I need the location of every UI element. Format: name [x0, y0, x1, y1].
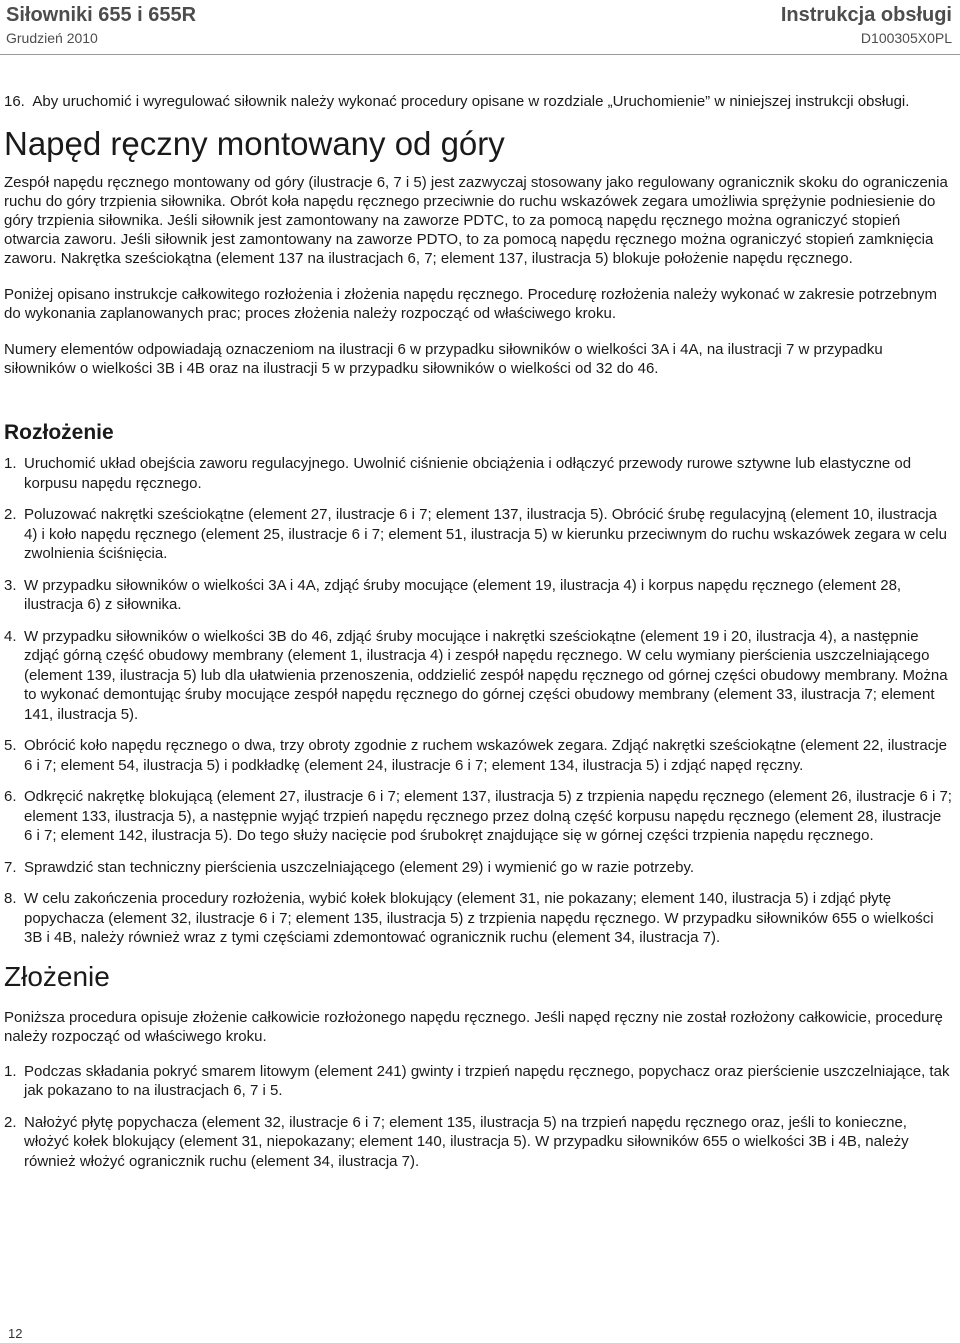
step-number: 6. — [4, 788, 17, 805]
document-body — [4, 92, 952, 1183]
step-number: 2. — [4, 1113, 17, 1131]
disassembly-step — [4, 505, 952, 564]
assembly-intro: Poniższa procedura opisuje złożenie całkowicie rozłożonego napędu ręcznego. Jeśli napęd ręczny nie został rozłożony całkowicie, procedurę należy rozpocząć od właściwego kroku. — [4, 1008, 943, 1045]
step-number: 3. — [4, 576, 17, 594]
disassembly-step — [4, 736, 952, 775]
step-number: 5. — [4, 737, 17, 754]
disassembly-step — [4, 787, 952, 846]
step-number: 4. — [4, 627, 17, 645]
step-text: Odkręcić nakrętkę blokującą (element 27, ilustracje 6 i 7; element 137, ilustracja 5) z trzpienia napędu ręcznego (element 26, ilustracje 6 i 7; element 133, ilustracja 5), a następnie wyjąć trzpień napędu ręcznego przez dolną część korpusu napędu ręcznego (element 28, ilustracje 6 i 7; element 142, ilustracja 5). Do tego służy nacięcie pod śrubokręt znajdujące się w górnej części trzpienia napędu ręcznego. — [24, 788, 952, 844]
document-type: Instrukcja obsługi — [780, 4, 952, 26]
step-number: 2. — [4, 506, 17, 523]
step-number: 1. — [4, 1062, 17, 1080]
assembly-steps — [4, 1062, 952, 1172]
section-paragraph: Numery elementów odpowiadają oznaczeniom na ilustracji 6 w przypadku siłowników o wielkości 3A i 4A, na ilustracji 7 w przypadku siłowników o wielkości 3B i 4B oraz na ilustracji 5 w przypadku siłowników o wielkości od 32 do 46. — [4, 341, 883, 377]
disassembly-step — [4, 858, 952, 878]
document-number: D100305X0PL — [860, 30, 952, 46]
assembly-step — [4, 1062, 952, 1101]
disassembly-step — [4, 576, 952, 615]
step-text: W przypadku siłowników o wielkości 3A i 4A, zdjąć śruby mocujące (element 19, ilustracja 4) i korpus napędu ręcznego (element 28, ilustracja 6) z siłownika. — [24, 576, 902, 613]
step-number: 8. — [4, 890, 17, 907]
intro-step-text: Aby uruchomić i wyregulować siłownik należy wykonać procedury opisane w rozdziale „Uruchomienie” w niniejszej instrukcji obsługi. — [32, 93, 910, 110]
step-text: Podczas składania pokryć smarem litowym (element 241) gwinty i trzpień napędu ręcznego, popychacz oraz pierścienie uszczelniające, tak jak pokazano to na ilustracjach 6, 7 i 5. — [24, 1062, 950, 1099]
section-paragraph: Zespół napędu ręcznego montowany od góry (ilustracje 6, 7 i 5) jest zazwyczaj stosowany jako regulowany ogranicznik skoku do ograniczenia ruchu do góry trzpienia siłownika. Obrót koła napędu ręcznego przeciwnie do ruchu wskazówek zegara umożliwia sprężynie podniesienie do góry trzpienia siłownika. Jeśli siłownik jest zamontowany na zaworze PDTC, to za pomocą napędu ręcznego można ograniczyć stopień otwarcia zaworu. Jeśli siłownik jest zamontowany na zaworze PDTO, to za pomocą napędu ręcznego można ograniczyć stopień zamknięcia zaworu. Nakrętka sześciokątna (element 137 na ilustracjach 6, 7; element 137, ilustracja 5) blokuje położenie napędu ręcznego. — [4, 174, 948, 267]
assembly-title: Złożenie — [4, 960, 110, 992]
disassembly-step — [4, 627, 952, 725]
disassembly-step — [4, 454, 952, 493]
assembly-step — [4, 1113, 952, 1172]
step-text: Obrócić koło napędu ręcznego o dwa, trzy obroty zgodnie z ruchem wskazówek zegara. Zdjąć nakrętki sześciokątne (element 22, ilustracje 6 i 7; element 54, ilustracja 5) i podkładkę (element 24, ilustracje 6 i 7; element 134, ilustracja 5) i zdjąć napęd ręczny. — [24, 737, 947, 774]
intro-step — [4, 92, 952, 111]
step-text: Sprawdzić stan techniczny pierścienia uszczelniającego (element 29) i wymienić go w razie potrzeby. — [24, 858, 695, 876]
step-text: Poluzować nakrętki sześciokątne (element 27, ilustracje 6 i 7; element 137, ilustracja 5). Obrócić śrubę regulacyjną (element 10, ilustracja 4) i koło napędu ręcznego (element 25, ilustracje 6 i 7; element 51, ilustracja 5) w kierunku przeciwnym do ruchu wskazówek zegara w celu zwolnienia ściśnięcia. — [24, 506, 947, 562]
step-text: W przypadku siłowników o wielkości 3B do 46, zdjąć śruby mocujące i nakrętki sześciokątne (element 19 i 20, ilustracja 4), a następnie zdjąć górną część obudowy membrany (element 1, ilustracja 4) i zespół napędu ręcznego. W celu wymiany pierścienia uszczelniającego (element 139, ilustracja 5) lub dla ułatwienia przenoszenia, oddzielić zespół napędu ręcznego od górnej części obudowy membrany. Można to wykonać demontując śruby mocujące zespół napędu ręcznego do górnej części obudowy membrany (element 33, ilustracja 7; element 141, ilustracja 5). — [24, 627, 948, 723]
step-text: W celu zakończenia procedury rozłożenia, wybić kołek blokujący (element 31, nie pokazany; element 140, ilustracja 5) i zdjąć płytę popychacza (element 32, ilustracje 6 i 7; element 135, ilustracja 5) z trzpienia napędu ręcznego. W przypadku siłowników 655 o wielkości 3B i 4B, należy również wraz z tymi częściami zdemontować ogranicznik ruchu (element 34, ilustracja 7). — [24, 890, 934, 946]
disassembly-title: Rozłożenie — [4, 421, 114, 444]
step-text: Nałożyć płytę popychacza (element 32, ilustracje 6 i 7; element 135, ilustracja 5) na trzpień napędu ręcznego oraz, jeśli to konieczne, włożyć kołek blokujący (element 31, niepokazany; element 140, ilustracja 5). W przypadku siłowników 655 o wielkości 3B i 4B, należy również włożyć ogranicznik ruchu (element 34, ilustracja 7). — [24, 1113, 909, 1170]
step-text: Uruchomić układ obejścia zaworu regulacyjnego. Uwolnić ciśnienie obciążenia i odłączyć przewody rurowe sztywne lub elastyczne od korpusu napędu ręcznego. — [24, 455, 912, 492]
product-title: Siłowniki 655 i 655R — [6, 4, 197, 26]
disassembly-steps — [4, 454, 952, 948]
disassembly-step — [4, 889, 952, 948]
page-number: 12 — [8, 1326, 23, 1341]
header-divider — [0, 54, 960, 55]
intro-step-number: 16. — [4, 93, 25, 110]
section-title: Napęd ręczny montowany od góry — [4, 125, 505, 162]
section-paragraph: Poniżej opisano instrukcje całkowitego rozłożenia i złożenia napędu ręcznego. Procedurę rozłożenia należy wykonać w zakresie potrzebnym do wykonania zaplanowanych prac; proces złożenia należy rozpocząć od właściwego kroku. — [4, 286, 938, 322]
publication-date: Grudzień 2010 — [6, 30, 98, 46]
step-number: 1. — [4, 455, 17, 472]
step-number: 7. — [4, 858, 17, 876]
page-header — [0, 0, 960, 56]
